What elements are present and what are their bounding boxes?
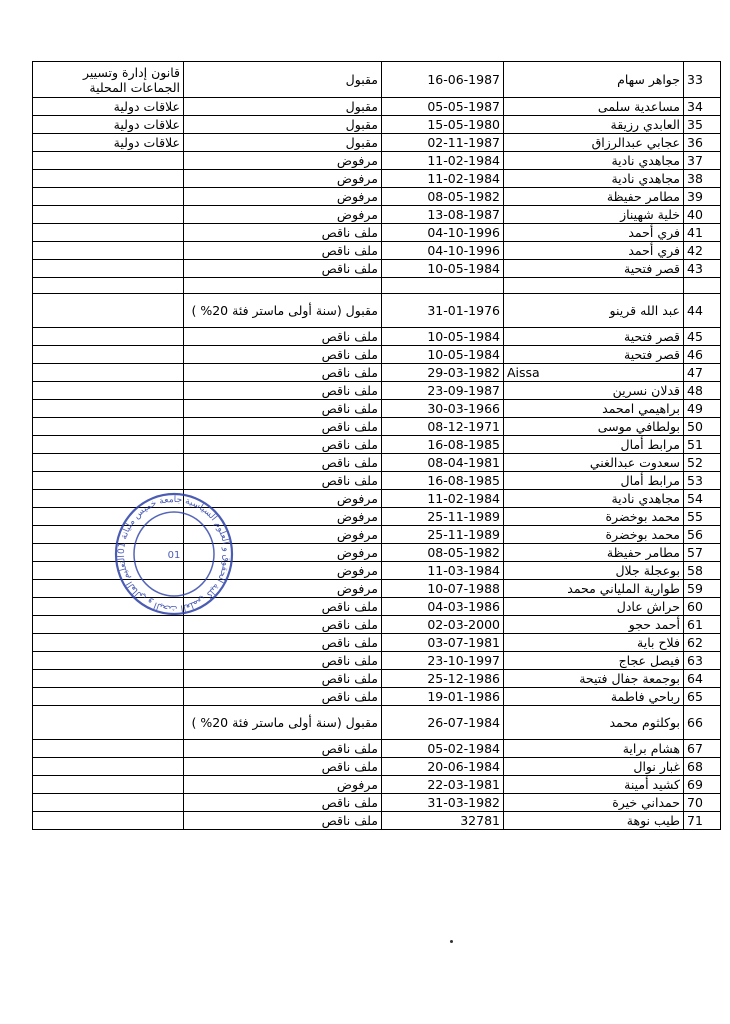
note-cell [33,328,184,346]
name-cell: فلاح باية [504,634,684,652]
status-cell: ملف ناقص [184,472,382,490]
name-cell: براهيمي امحمد [504,400,684,418]
table-row [33,812,721,830]
status-cell: ملف ناقص [184,400,382,418]
status-cell: مرفوض [184,170,382,188]
birthdate-cell: 16-08-1985 [382,472,504,490]
birthdate-cell: 31-01-1976 [382,294,504,328]
table-body [33,62,721,830]
table-row [33,382,721,400]
status-cell: ملف ناقص [184,364,382,382]
status-cell: ملف ناقص [184,758,382,776]
note-cell [33,188,184,206]
name-cell: أحمد حجو [504,616,684,634]
row-number-cell: 41 [684,224,721,242]
birthdate-cell: 04-10-1996 [382,242,504,260]
results-table [32,61,721,830]
birthdate-cell: 23-10-1997 [382,652,504,670]
note-cell [33,652,184,670]
row-number-cell: 55 [684,508,721,526]
birthdate-cell: 22-03-1981 [382,776,504,794]
row-number-cell: 61 [684,616,721,634]
table-row [33,224,721,242]
status-cell: مقبول [184,98,382,116]
row-number-cell: 42 [684,242,721,260]
name-cell [504,278,684,294]
note-cell [33,418,184,436]
note-cell [33,706,184,740]
status-cell: مقبول [184,62,382,98]
birthdate-cell: 15-05-1980 [382,116,504,134]
note-cell [33,454,184,472]
birthdate-cell: 02-11-1987 [382,134,504,152]
name-cell: مجاهدي نادية [504,490,684,508]
birthdate-cell: 25-11-1989 [382,508,504,526]
name-cell: بوجمعة جفال فتيحة [504,670,684,688]
birthdate-cell: 08-05-1982 [382,544,504,562]
svg-text:01: 01 [167,550,181,561]
row-number-cell: 47 [684,364,721,382]
status-cell: ملف ناقص [184,740,382,758]
status-cell: مقبول [184,134,382,152]
status-cell: ملف ناقص [184,616,382,634]
name-cell: فري أحمد [504,224,684,242]
birthdate-cell: 26-07-1984 [382,706,504,740]
name-cell: Aissa [504,364,684,382]
status-cell: مقبول (سنة أولى ماستر فئة 20% ) [184,294,382,328]
name-cell: غبار نوال [504,758,684,776]
name-cell: حمداني خيرة [504,794,684,812]
row-number-cell: 43 [684,260,721,278]
name-cell: مساعدية سلمى [504,98,684,116]
birthdate-cell: 04-10-1996 [382,224,504,242]
table-row [33,206,721,224]
table-row [33,152,721,170]
birthdate-cell: 03-07-1981 [382,634,504,652]
row-number-cell: 38 [684,170,721,188]
name-cell: قدلان نسرين [504,382,684,400]
name-cell: مطامر حفيظة [504,188,684,206]
table-row [33,794,721,812]
status-cell: ملف ناقص [184,436,382,454]
name-cell: سعدوت عبدالغني [504,454,684,472]
birthdate-cell: 20-06-1984 [382,758,504,776]
row-number-cell: 64 [684,670,721,688]
row-number-cell: 50 [684,418,721,436]
status-cell: مرفوض [184,776,382,794]
table-row [33,346,721,364]
name-cell: عبد الله قرينو [504,294,684,328]
name-cell: مجاهدي نادية [504,152,684,170]
table-row [33,98,721,116]
status-cell: مرفوض [184,562,382,580]
birthdate-cell: 11-02-1984 [382,152,504,170]
birthdate-cell: 25-12-1986 [382,670,504,688]
note-cell [33,260,184,278]
status-cell: ملف ناقص [184,224,382,242]
birthdate-cell: 10-05-1984 [382,328,504,346]
row-number-cell: 65 [684,688,721,706]
row-number-cell: 36 [684,134,721,152]
status-cell: مرفوض [184,526,382,544]
table-row [33,400,721,418]
table-row [33,454,721,472]
name-cell: قصر فتحية [504,328,684,346]
scan-speck [450,940,453,943]
stamp-ring-text: التعليم العالي و البحث العلمي كلية الحقوق و العلوم السياسية جامعة خميس مليانة 01 [116,494,232,614]
status-cell: ملف ناقص [184,670,382,688]
birthdate-cell: 23-09-1987 [382,382,504,400]
name-cell: قصر فتحية [504,346,684,364]
note-cell [33,400,184,418]
name-cell: مرابط أمال [504,436,684,454]
note-cell [33,152,184,170]
birthdate-cell: 04-03-1986 [382,598,504,616]
note-cell [33,688,184,706]
name-cell: خلية شهيناز [504,206,684,224]
note-cell [33,472,184,490]
table-row [33,706,721,740]
note-cell [33,294,184,328]
name-cell: جواهر سهام [504,62,684,98]
note-cell [33,206,184,224]
note-cell [33,242,184,260]
row-number-cell: 37 [684,152,721,170]
name-cell: محمد بوخضرة [504,526,684,544]
row-number-cell: 34 [684,98,721,116]
row-number-cell: 58 [684,562,721,580]
table-row [33,740,721,758]
status-cell: ملف ناقص [184,454,382,472]
row-number-cell: 44 [684,294,721,328]
name-cell: بولطافي موسى [504,418,684,436]
row-number-cell: 54 [684,490,721,508]
name-cell: بوكلثوم محمد [504,706,684,740]
table-row [33,116,721,134]
status-cell: مقبول [184,116,382,134]
note-cell [33,634,184,652]
row-number-cell: 33 [684,62,721,98]
table-row [33,260,721,278]
birthdate-cell: 11-03-1984 [382,562,504,580]
birthdate-cell: 10-05-1984 [382,346,504,364]
note-cell [33,794,184,812]
note-cell [33,278,184,294]
row-number-cell: 49 [684,400,721,418]
status-cell: مقبول (سنة أولى ماستر فئة 20% ) [184,706,382,740]
note-cell: علاقات دولية [33,98,184,116]
note-cell [33,740,184,758]
official-stamp [110,488,238,620]
note-cell [33,812,184,830]
table-row [33,688,721,706]
name-cell: طيب نوهة [504,812,684,830]
status-cell: مرفوض [184,152,382,170]
status-cell: ملف ناقص [184,598,382,616]
row-number-cell: 70 [684,794,721,812]
status-cell: ملف ناقص [184,242,382,260]
name-cell: حراش عادل [504,598,684,616]
name-cell: مجاهدي نادية [504,170,684,188]
note-cell [33,382,184,400]
status-cell: ملف ناقص [184,652,382,670]
row-number-cell: 63 [684,652,721,670]
table-row [33,652,721,670]
note-cell [33,364,184,382]
birthdate-cell: 32781 [382,812,504,830]
birthdate-cell: 19-01-1986 [382,688,504,706]
note-cell: علاقات دولية [33,134,184,152]
table-row [33,278,721,294]
status-cell: ملف ناقص [184,260,382,278]
table-row [33,758,721,776]
row-number-cell: 56 [684,526,721,544]
name-cell: رباحي فاطمة [504,688,684,706]
birthdate-cell: 10-07-1988 [382,580,504,598]
note-cell: قانون إدارة وتسيير الجماعات المحلية [33,62,184,98]
status-cell: ملف ناقص [184,794,382,812]
row-number-cell: 39 [684,188,721,206]
table-row [33,436,721,454]
table-row [33,418,721,436]
birthdate-cell: 11-02-1984 [382,170,504,188]
status-cell: مرفوض [184,206,382,224]
birthdate-cell: 02-03-2000 [382,616,504,634]
status-cell [184,278,382,294]
table-row [33,328,721,346]
note-cell: علاقات دولية [33,116,184,134]
status-cell: ملف ناقص [184,418,382,436]
status-cell: ملف ناقص [184,688,382,706]
birthdate-cell: 11-02-1984 [382,490,504,508]
row-number-cell: 68 [684,758,721,776]
row-number-cell: 52 [684,454,721,472]
table-row [33,472,721,490]
status-cell: مرفوض [184,188,382,206]
row-number-cell [684,278,721,294]
status-cell: ملف ناقص [184,382,382,400]
name-cell: محمد بوخضرة [504,508,684,526]
status-cell: مرفوض [184,490,382,508]
row-number-cell: 59 [684,580,721,598]
name-cell: مرابط أمال [504,472,684,490]
birthdate-cell: 08-05-1982 [382,188,504,206]
row-number-cell: 60 [684,598,721,616]
note-cell [33,670,184,688]
row-number-cell: 67 [684,740,721,758]
note-cell [33,758,184,776]
table-row [33,62,721,98]
name-cell: فيصل عجاج [504,652,684,670]
row-number-cell: 51 [684,436,721,454]
name-cell: كشيد أمينة [504,776,684,794]
name-cell: فري أحمد [504,242,684,260]
status-cell: مرفوض [184,580,382,598]
row-number-cell: 66 [684,706,721,740]
table-row [33,776,721,794]
birthdate-cell: 08-12-1971 [382,418,504,436]
row-number-cell: 35 [684,116,721,134]
table-row [33,242,721,260]
birthdate-cell: 25-11-1989 [382,526,504,544]
birthdate-cell: 05-02-1984 [382,740,504,758]
name-cell: العابدي رزيقة [504,116,684,134]
row-number-cell: 53 [684,472,721,490]
status-cell: ملف ناقص [184,634,382,652]
status-cell: مرفوض [184,508,382,526]
row-number-cell: 46 [684,346,721,364]
note-cell [33,436,184,454]
table-row [33,634,721,652]
note-cell [33,346,184,364]
birthdate-cell: 10-05-1984 [382,260,504,278]
row-number-cell: 71 [684,812,721,830]
birthdate-cell: 16-08-1985 [382,436,504,454]
birthdate-cell: 29-03-1982 [382,364,504,382]
note-cell [33,776,184,794]
name-cell: قصر فتحية [504,260,684,278]
table-row [33,364,721,382]
birthdate-cell: 16-06-1987 [382,62,504,98]
birthdate-cell [382,278,504,294]
row-number-cell: 40 [684,206,721,224]
row-number-cell: 48 [684,382,721,400]
note-cell [33,170,184,188]
note-cell [33,224,184,242]
row-number-cell: 69 [684,776,721,794]
name-cell: عجابي عبدالرزاق [504,134,684,152]
row-number-cell: 45 [684,328,721,346]
table-row [33,134,721,152]
birthdate-cell: 30-03-1966 [382,400,504,418]
birthdate-cell: 31-03-1982 [382,794,504,812]
status-cell: مرفوض [184,544,382,562]
table-row [33,670,721,688]
birthdate-cell: 13-08-1987 [382,206,504,224]
birthdate-cell: 08-04-1981 [382,454,504,472]
status-cell: ملف ناقص [184,346,382,364]
table-row [33,294,721,328]
row-number-cell: 57 [684,544,721,562]
name-cell: هشام براية [504,740,684,758]
birthdate-cell: 05-05-1987 [382,98,504,116]
name-cell: طوارية الملياني محمد [504,580,684,598]
status-cell: ملف ناقص [184,328,382,346]
status-cell: ملف ناقص [184,812,382,830]
name-cell: بوعجلة جلال [504,562,684,580]
row-number-cell: 62 [684,634,721,652]
table-row [33,188,721,206]
table-row [33,170,721,188]
name-cell: مطامر حفيظة [504,544,684,562]
